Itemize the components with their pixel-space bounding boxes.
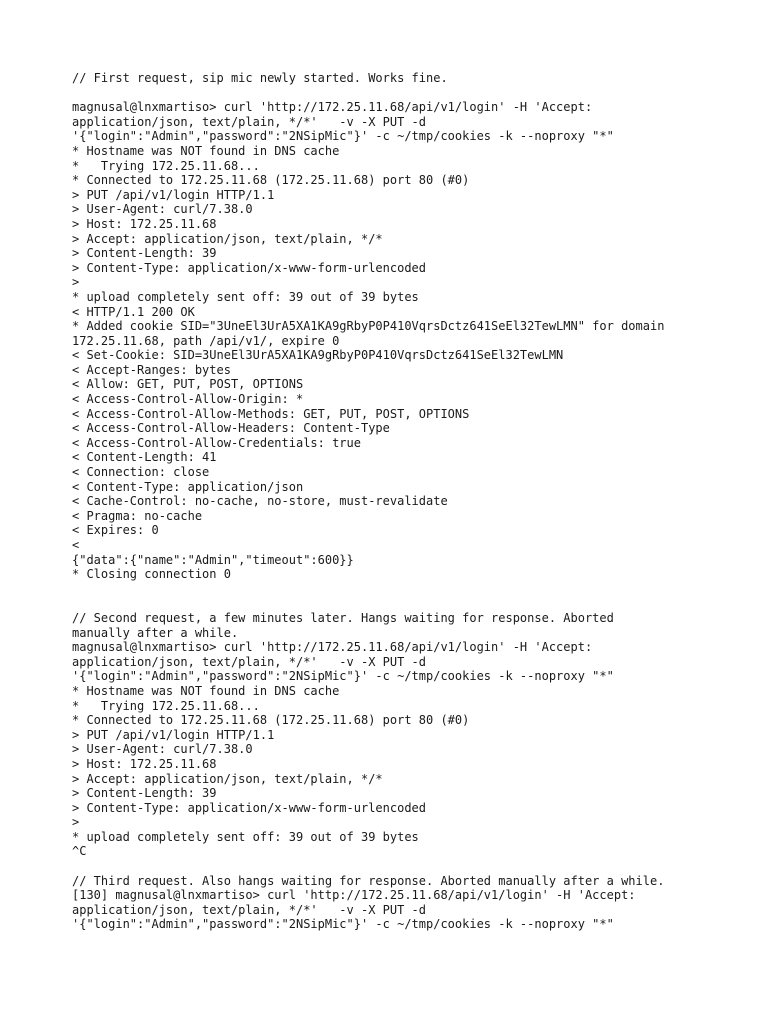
text-line: > Host: 172.25.11.68 [72, 756, 217, 771]
text-line: > Content-Type: application/x-www-form-urlencoded [72, 260, 427, 275]
text-line: > User-Agent: curl/7.38.0 [72, 742, 253, 757]
text-line: > Accept: application/json, text/plain, */* [72, 231, 383, 246]
text-line [72, 582, 752, 597]
text-line: // Second request, a few minutes later. Hangs waiting for response. Aborted [72, 610, 614, 625]
text-line: magnusal@lnxmartiso> curl 'http://172.25.11.68/api/v1/login' -H 'Accept: [72, 100, 593, 115]
text-line: * Hostname was NOT found in DNS cache [72, 143, 340, 158]
text-line: * Connected to 172.25.11.68 (172.25.11.68) port 80 (#0) [72, 173, 470, 188]
text-line: [130] magnusal@lnxmartiso> curl 'http://172.25.11.68/api/v1/login' -H 'Accept: [72, 888, 636, 903]
text-line: * Hostname was NOT found in DNS cache [72, 683, 340, 698]
text-line: < Accept-Ranges: bytes [72, 362, 231, 377]
text-line: > Host: 172.25.11.68 [72, 216, 217, 231]
text-line: '{"login":"Admin","password":"2NSipMic"}' -c ~/tmp/cookies -k --noproxy "*" [72, 129, 614, 144]
text-line: 172.25.11.68, path /api/v1/, expire 0 [72, 333, 340, 348]
text-line [72, 859, 752, 874]
text-line: application/json, text/plain, */*' -v -X PUT -d [72, 902, 427, 917]
terminal-log-document [72, 71, 752, 932]
text-line: < Connection: close [72, 465, 210, 480]
text-line: < HTTP/1.1 200 OK [72, 304, 195, 319]
text-line: > [72, 815, 80, 830]
text-line: manually after a while. [72, 625, 239, 640]
text-line: // Third request. Also hangs waiting for response. Aborted manually after a while. [72, 873, 665, 888]
text-line: * Connected to 172.25.11.68 (172.25.11.68) port 80 (#0) [72, 713, 470, 728]
text-line: * upload completely sent off: 39 out of 39 bytes [72, 289, 419, 304]
text-line [72, 86, 752, 101]
text-line: > Content-Length: 39 [72, 246, 217, 261]
text-line: ^C [72, 844, 87, 859]
text-line: < Access-Control-Allow-Origin: * [72, 392, 304, 407]
text-line: < Allow: GET, PUT, POST, OPTIONS [72, 377, 304, 392]
text-line: * upload completely sent off: 39 out of 39 bytes [72, 829, 419, 844]
text-line: * Closing connection 0 [72, 567, 231, 582]
text-line: > Accept: application/json, text/plain, */* [72, 771, 383, 786]
text-line: '{"login":"Admin","password":"2NSipMic"}' -c ~/tmp/cookies -k --noproxy "*" [72, 917, 614, 932]
text-line: > [72, 275, 80, 290]
text-line: < Cache-Control: no-cache, no-store, must-revalidate [72, 494, 448, 509]
text-line: // First request, sip mic newly started. Works fine. [72, 71, 448, 85]
text-line: < Access-Control-Allow-Headers: Content-Type [72, 421, 390, 436]
text-line: * Added cookie SID="3UneEl3UrA5XA1KA9gRbyP0P410VqrsDctz641SeEl32TewLMN" for domain [72, 319, 665, 334]
text-line: > Content-Type: application/x-www-form-urlencoded [72, 800, 427, 815]
text-line: < Pragma: no-cache [72, 508, 203, 523]
text-line: application/json, text/plain, */*' -v -X PUT -d [72, 114, 427, 129]
text-line: * Trying 172.25.11.68... [72, 698, 260, 713]
text-line: < Access-Control-Allow-Methods: GET, PUT, POST, OPTIONS [72, 406, 470, 421]
text-line: '{"login":"Admin","password":"2NSipMic"}' -c ~/tmp/cookies -k --noproxy "*" [72, 669, 614, 684]
text-line: * Trying 172.25.11.68... [72, 158, 260, 173]
text-line: > Content-Length: 39 [72, 786, 217, 801]
text-line: < Expires: 0 [72, 523, 159, 538]
text-line: < Set-Cookie: SID=3UneEl3UrA5XA1KA9gRbyP0P410VqrsDctz641SeEl32TewLMN [72, 348, 564, 363]
text-line: < Content-Type: application/json [72, 479, 304, 494]
text-line: application/json, text/plain, */*' -v -X PUT -d [72, 654, 427, 669]
text-line: < Access-Control-Allow-Credentials: true [72, 435, 361, 450]
text-line [72, 596, 752, 611]
text-line: magnusal@lnxmartiso> curl 'http://172.25.11.68/api/v1/login' -H 'Accept: [72, 640, 593, 655]
text-line: > User-Agent: curl/7.38.0 [72, 202, 253, 217]
text-line: > PUT /api/v1/login HTTP/1.1 [72, 727, 275, 742]
text-line: < Content-Length: 41 [72, 450, 217, 465]
text-line: > PUT /api/v1/login HTTP/1.1 [72, 187, 275, 202]
text-line: {"data":{"name":"Admin","timeout":600}} [72, 552, 354, 567]
text-line: < [72, 538, 80, 552]
